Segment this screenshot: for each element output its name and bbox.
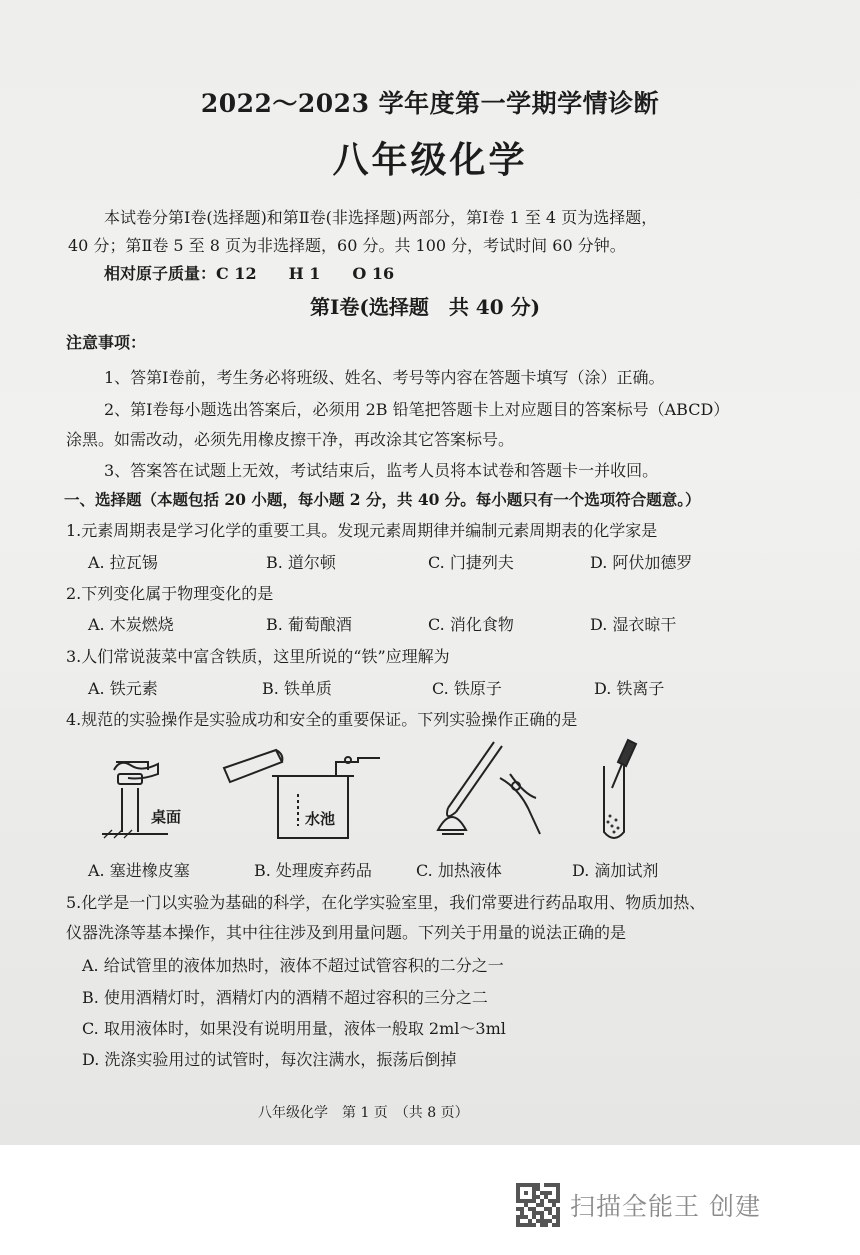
question-5-stem-line-2: 仪器洗涤等基本操作，其中往往涉及到用量问题。下列关于用量的说法正确的是 xyxy=(66,923,627,942)
qr-code-icon xyxy=(516,1183,560,1227)
section-heading: 第Ⅰ卷(选择题 共 40 分) xyxy=(310,295,541,319)
question-1-option-a: A. 拉瓦锡 xyxy=(88,553,158,572)
atomic-mass-line: 相对原子质量：C 12 H 1 O 16 xyxy=(104,264,395,283)
part-one-heading: 一、选择题（本题包括 20 小题，每小题 2 分，共 40 分。每小题只有一个选项符合题意。） xyxy=(64,490,701,509)
question-5-option-a: A. 给试管里的液体加热时，液体不超过试管容积的二分之一 xyxy=(82,956,504,975)
question-2-stem: 2.下列变化属于物理变化的是 xyxy=(66,584,274,603)
intro-line-1: 本试卷分第Ⅰ卷(选择题)和第Ⅱ卷(非选择题)两部分，第Ⅰ卷 1 至 4 页为选择题， xyxy=(104,208,658,227)
question-2-option-a: A. 木炭燃烧 xyxy=(88,615,174,634)
note-2-cont: 涂黑。如需改动，必须先用橡皮擦干净，再改涂其它答案标号。 xyxy=(66,430,515,449)
question-2-option-c: C. 消化食物 xyxy=(428,615,514,634)
scanner-watermark xyxy=(516,1183,761,1227)
question-5-stem-line-1: 5.化学是一门以实验为基础的科学，在化学实验室里，我们常要进行药品取用、物质加热、 xyxy=(66,893,706,912)
question-3-option-d: D. 铁离子 xyxy=(594,679,665,698)
question-1-option-d: D. 阿伏加德罗 xyxy=(590,553,693,572)
figure-b-label: 水池 xyxy=(305,810,336,828)
note-2: 2、第Ⅰ卷每小题选出答案后，必须用 2B 铅笔把答题卡上对应题目的答案标号（ABCD） xyxy=(104,400,730,419)
question-1-stem: 1.元素周期表是学习化学的重要工具。发现元素周期律并编制元素周期表的化学家是 xyxy=(66,521,658,540)
figure-a-label: 桌面 xyxy=(151,808,182,826)
question-4-option-b: B. 处理废弃药品 xyxy=(254,861,372,880)
question-4-option-c: C. 加热液体 xyxy=(416,861,502,880)
note-3: 3、答案答在试题上无效，考试结束后，监考人员将本试卷和答题卡一并收回。 xyxy=(104,461,659,480)
question-4-option-d: D. 滴加试剂 xyxy=(572,861,659,880)
question-3-stem: 3.人们常说菠菜中富含铁质，这里所说的“铁”应理解为 xyxy=(66,647,450,666)
note-1: 1、答第Ⅰ卷前，考生务必将班级、姓名、考号等内容在答题卡填写（涂）正确。 xyxy=(104,368,665,387)
question-5-option-c: C. 取用液体时，如果没有说明用量，液体一般取 2ml～3ml xyxy=(82,1019,506,1038)
question-3-option-b: B. 铁单质 xyxy=(262,679,332,698)
question-2-option-d: D. 湿衣晾干 xyxy=(590,615,677,634)
question-1-option-b: B. 道尔顿 xyxy=(266,553,336,572)
exam-subject: 八年级化学 xyxy=(332,139,528,181)
scanner-text: 扫描全能王 创建 xyxy=(570,1192,761,1221)
figure-heating-icon xyxy=(430,738,560,846)
question-5-option-b: B. 使用酒精灯时，酒精灯内的酒精不超过容积的三分之二 xyxy=(82,988,488,1007)
question-4-option-a: A. 塞进橡皮塞 xyxy=(88,861,190,880)
page-footer: 八年级化学 第 1 页 （共 8 页） xyxy=(258,1105,469,1121)
figure-stopper-icon xyxy=(98,748,198,840)
question-4-stem: 4.规范的实验操作是实验成功和安全的重要保证。下列实验操作正确的是 xyxy=(66,710,578,729)
question-5-option-d: D. 洗涤实验用过的试管时，每次注满水，振荡后倒掉 xyxy=(82,1050,457,1069)
question-1-option-c: C. 门捷列夫 xyxy=(428,553,514,572)
question-2-option-b: B. 葡萄酿酒 xyxy=(266,615,352,634)
exam-title: 2022～2023 学年度第一学期学情诊断 xyxy=(200,89,660,118)
question-3-option-a: A. 铁元素 xyxy=(88,679,158,698)
intro-line-2: 40 分；第Ⅱ卷 5 至 8 页为非选择题，60 分。共 100 分，考试时间 60 分钟。 xyxy=(68,236,626,255)
figure-sink-icon xyxy=(218,746,398,844)
question-3-option-c: C. 铁原子 xyxy=(432,679,502,698)
figure-dropper-icon xyxy=(590,736,650,846)
notes-label: 注意事项： xyxy=(66,333,147,352)
